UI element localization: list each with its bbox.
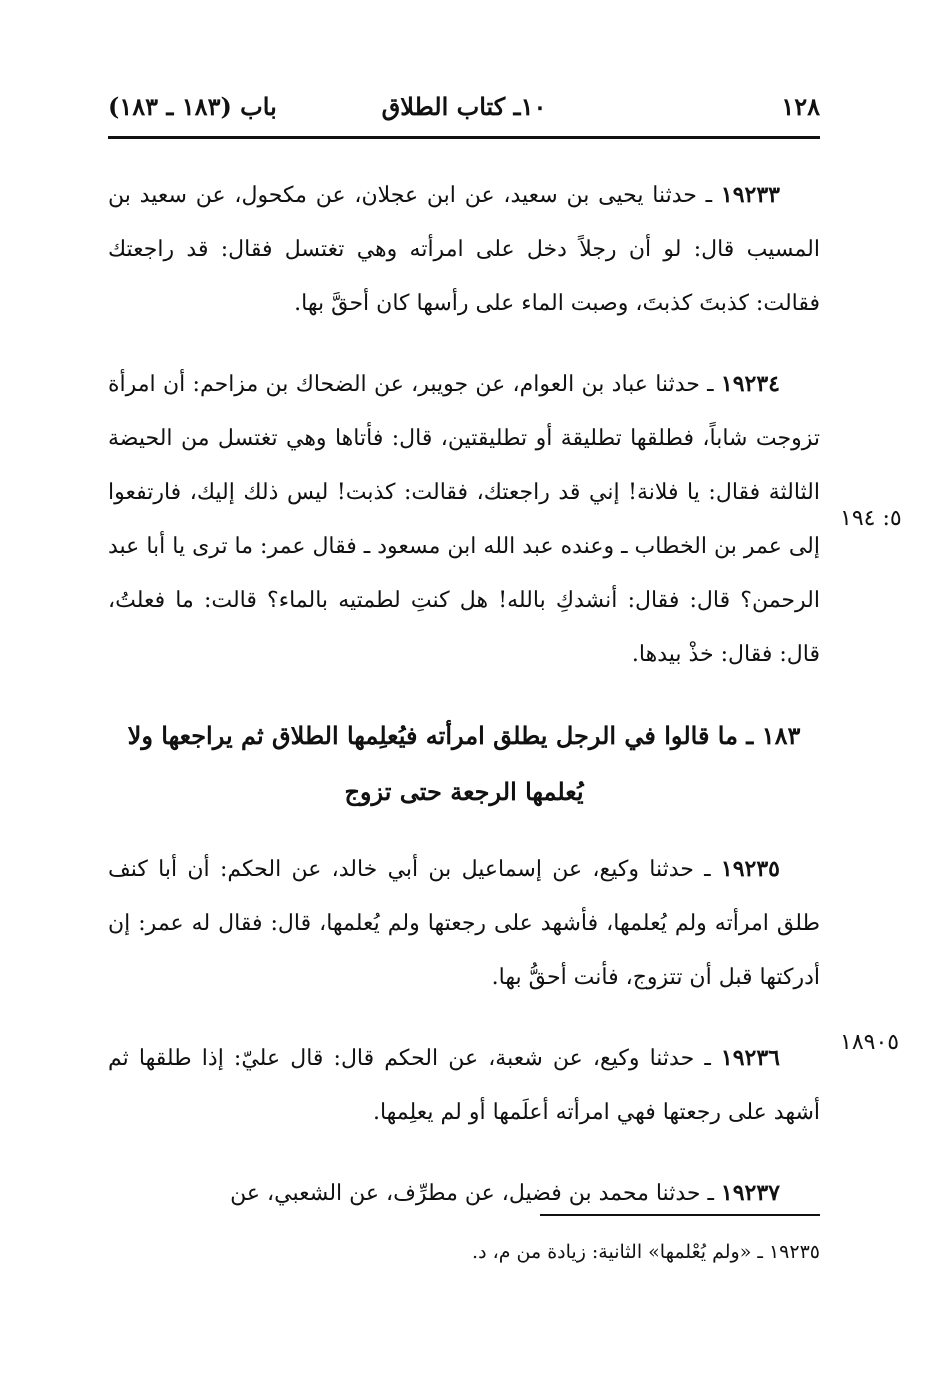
hadith-number: ١٩٢٣٣ bbox=[720, 182, 780, 208]
footnote-rule bbox=[540, 1214, 820, 1216]
main-text bbox=[108, 168, 820, 1247]
hadith-text: ـ حدثنا يحيى بن سعيد، عن ابن عجلان، عن مكحول، عن سعيد بن المسيب قال: لو أن رجلاً دخل على امرأته وهي تغتسل فقال: قد راجعتك فقالت: كذبتَ كذبتَ، وصبت الماء على رأسها كان أحقَّ بها. bbox=[108, 183, 820, 316]
hadith-paragraph bbox=[108, 168, 820, 331]
header-rule bbox=[108, 136, 820, 139]
hadith-number: ١٩٢٣٦ bbox=[720, 1045, 780, 1071]
margin-reference: ٥: ١٩٤ bbox=[840, 506, 902, 531]
book-title: ١٠ـ كتاب الطلاق bbox=[381, 92, 547, 121]
hadith-text: ـ حدثنا عباد بن العوام، عن جويبر، عن الضحاك بن مزاحم: أن امرأة تزوجت شاباً، فطلقها تطليقة أو تطليقتين، قال: فأتاها وهي تغتسل من الحيضة الثالثة فقال: يا فلانة! إني قد راجعتك، فقالت: كذبت! ليس ذلك إليك، فارتفعوا إلى عمر بن الخطاب ـ وعنده عبد الله ابن مسعود ـ فقال عمر: ما ترى يا أبا عبد الرحمن؟ قال: فقال: أنشدكِ بالله! هل كنتِ لطمتيه بالماء؟ قالت: ما فعلتُ، قال: فقال: خذْ بيدها. bbox=[108, 372, 820, 667]
hadith-text: ـ حدثنا وكيع، عن إسماعيل بن أبي خالد، عن الحكم: أن أبا كنف طلق امرأته ولم يُعلمها، فأشهد على رجعتها ولم يُعلمها، قال: فقال له عمر: إن أدركتها قبل أن تتزوج، فأنت أحقُّ بها. bbox=[108, 857, 820, 990]
hadith-paragraph bbox=[108, 1166, 820, 1221]
hadith-number: ١٩٢٣٥ bbox=[720, 856, 780, 882]
footnote: ١٩٢٣٥ ـ «ولم يُعْلمها» الثانية: زيادة من م، د. bbox=[472, 1241, 820, 1263]
hadith-number: ١٩٢٣٧ bbox=[720, 1180, 780, 1206]
chapter-heading: ١٨٣ ـ ما قالوا في الرجل يطلق امرأته فيُعلِمها الطلاق ثم يراجعها ولا يُعلمها الرجعة حتى تزوج bbox=[127, 721, 801, 806]
page-number: ١٢٨ bbox=[781, 92, 820, 121]
hadith-paragraph bbox=[108, 1031, 820, 1140]
hadith-number: ١٩٢٣٤ bbox=[720, 371, 780, 397]
hadith-text: ـ حدثنا محمد بن فضيل، عن مطرِّف، عن الشعبي، عن bbox=[230, 1181, 714, 1206]
margin-reference: ١٨٩٠٥ bbox=[840, 1030, 900, 1055]
hadith-paragraph bbox=[108, 357, 820, 682]
hadith-text: ـ حدثنا وكيع، عن شعبة، عن الحكم قال: قال عليّ: إذا طلقها ثم أشهد على رجعتها فهي امرأته أعلَمها أو لم يعلِمها. bbox=[108, 1046, 820, 1125]
hadith-paragraph bbox=[108, 842, 820, 1005]
page-header bbox=[108, 86, 820, 130]
chapter-range: باب (١٨٣ ـ ١٨٣) bbox=[108, 92, 277, 121]
